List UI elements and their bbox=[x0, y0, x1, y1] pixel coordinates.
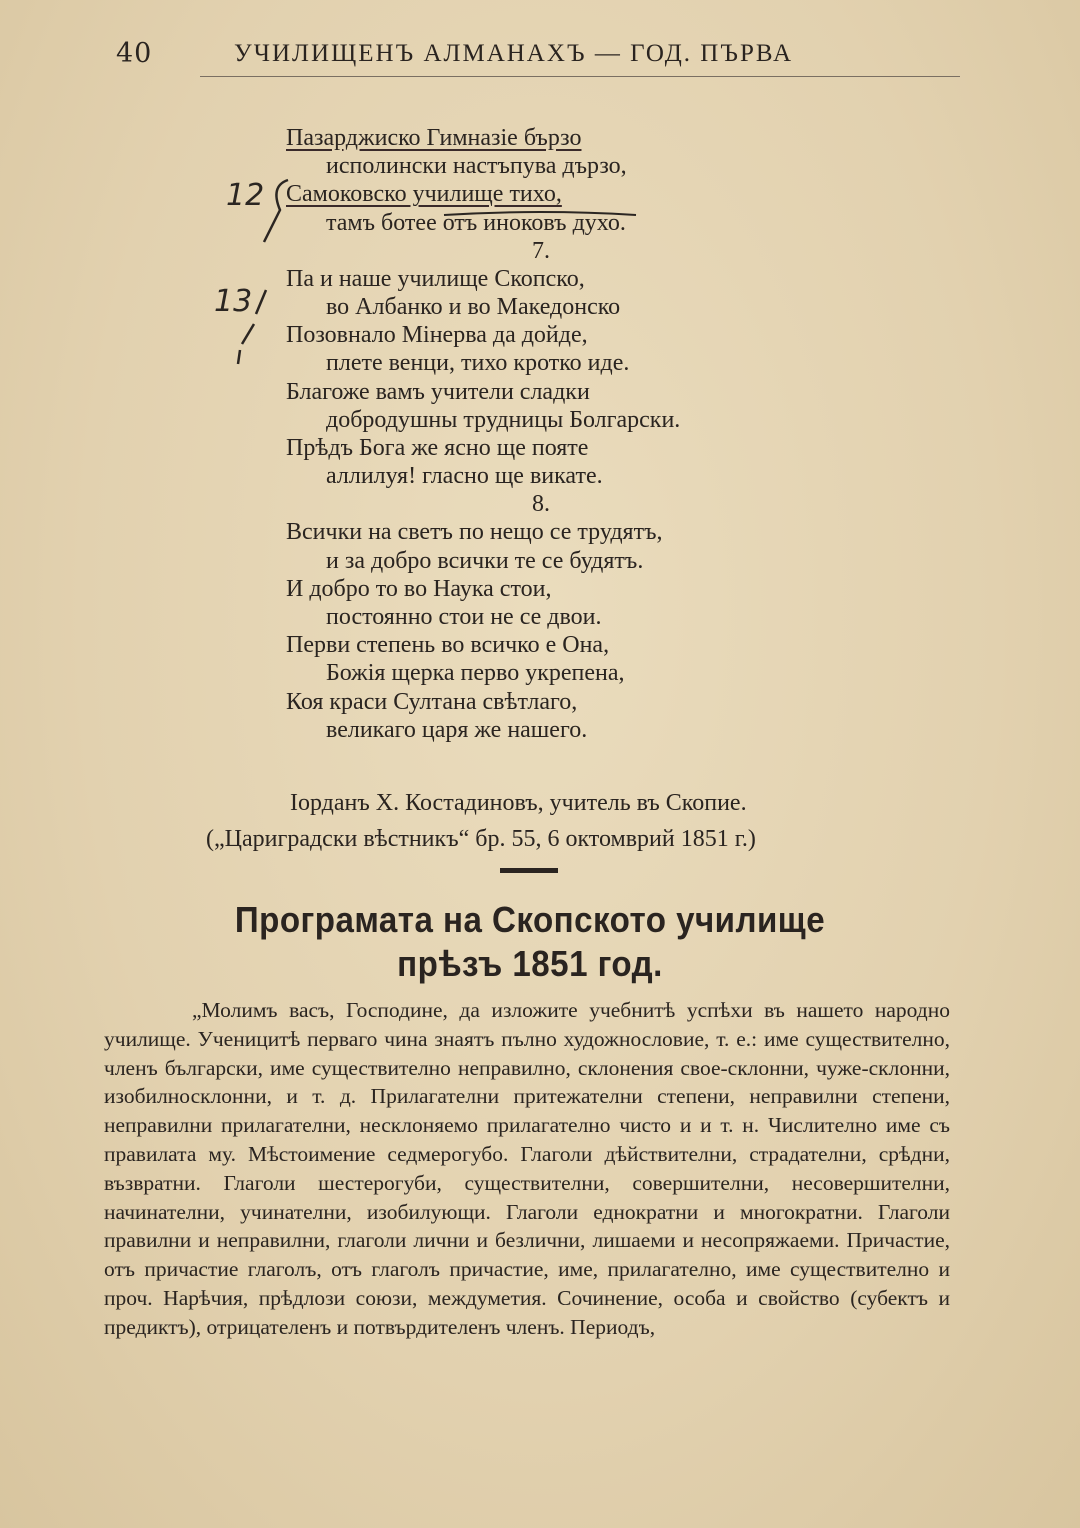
section-divider bbox=[500, 868, 558, 873]
poem-line-text: Самоковско училище тихо, bbox=[286, 181, 562, 208]
poem-line: Всички на светъ по нещо се трудятъ, bbox=[286, 519, 663, 546]
article-body: „Молимъ васъ, Господине, да изложите учебнитѣ успѣхи въ нашето народно училище. Ученицитѣ перваго чина знаятъ пълно художнословие, т. е.: име существително, членъ български, име существително неправилно, склонения свое-склонни, чуже-склонни, изобилносклонни, и т. д. Прилагателни притежателни степени, неправилни степени, неправилни прилагателни, несклоняемо прилагателно чисто и и т. н. Числително име съ правилата му. Мѣстоимение седмерогубо. Глаголи дѣйствителни, страдателни, срѣдни, възвратни. Глаголи шестерогуби, существителни, совершителни, несовершителни, начинателни, учинателни, изобилующи. Глаголи еднократни и многократни. Глаголи правилни и неправилни, глаголи лични и безлични, лишаеми и несопряжаеми. Причастие, отъ причастие глаголъ, отъ глаголъ причастие, име, прилагателно, име существително и проч. Нарѣчия, прѣдлози союзи, междуметия. Сочинение, особа и свойство (субектъ и предиктъ), отрицателенъ и потвърдителенъ членъ. Периодъ, bbox=[104, 998, 950, 1339]
poem-line: Па и наше училище Скопско, bbox=[286, 265, 585, 292]
poem-line: Божія щерка перво укрепена, bbox=[326, 660, 625, 687]
poem-line: и за добро всички те се будятъ. bbox=[326, 547, 644, 574]
poem-line: Позовнало Мінерва да дойде, bbox=[286, 322, 588, 349]
source-citation: („Цариградски вѣстникъ“ бр. 55, 6 октомврий 1851 г.) bbox=[206, 826, 756, 852]
article-title bbox=[144, 898, 917, 986]
poem-line: великаго царя же нашего. bbox=[326, 716, 588, 743]
article-title-line: прѣзъ 1851 год. bbox=[397, 943, 663, 984]
page-header bbox=[116, 34, 956, 74]
poem-line: плете венци, тихо кротко иде. bbox=[326, 350, 630, 377]
poem-line: И добро то во Наука стои, bbox=[286, 575, 552, 602]
poem-line: тамъ ботее отъ иноковъ духо. bbox=[326, 209, 626, 236]
poem-line bbox=[286, 124, 986, 152]
annotation-text: 13 bbox=[214, 284, 253, 319]
poem-line: Благоже вамъ учители сладки bbox=[286, 378, 590, 405]
poem-line: аллилуя! гласно ще викате. bbox=[326, 463, 603, 490]
stanza-number: 7. bbox=[532, 237, 550, 264]
poem-line: постоянно стои не се двои. bbox=[326, 604, 602, 631]
annotation-text: 12 bbox=[226, 178, 265, 213]
page-number: 40 bbox=[116, 38, 153, 69]
poem-line bbox=[286, 180, 986, 208]
poem-signature: Іорданъ Х. Костадиновъ, учитель въ Скопие. bbox=[290, 790, 747, 816]
stanza-number: 8. bbox=[532, 491, 550, 518]
running-title: УЧИЛИЩЕНЪ АЛМАНАХЪ — ГОД. ПЪРВА bbox=[234, 40, 794, 67]
poem-line: Перви степень во всичко е Она, bbox=[286, 632, 610, 659]
header-rule bbox=[200, 76, 960, 77]
poem-line: Коя краси Султана свѣтлаго, bbox=[286, 688, 578, 715]
poem-line-text: Пазарджиско Гимназіе бързо bbox=[286, 125, 582, 151]
article-title-line: Програмата на Скопското училище bbox=[234, 899, 826, 940]
poem-line: добродушны трудницы Болгарски. bbox=[326, 406, 681, 433]
handwritten-bracket bbox=[226, 284, 276, 374]
poem-line: во Албанко и во Македонско bbox=[326, 294, 621, 321]
poem-line: Прѣдъ Бога же ясно ще пояте bbox=[286, 435, 589, 462]
poem-line: исполински настъпува дързо, bbox=[326, 153, 627, 180]
poem bbox=[286, 124, 986, 744]
